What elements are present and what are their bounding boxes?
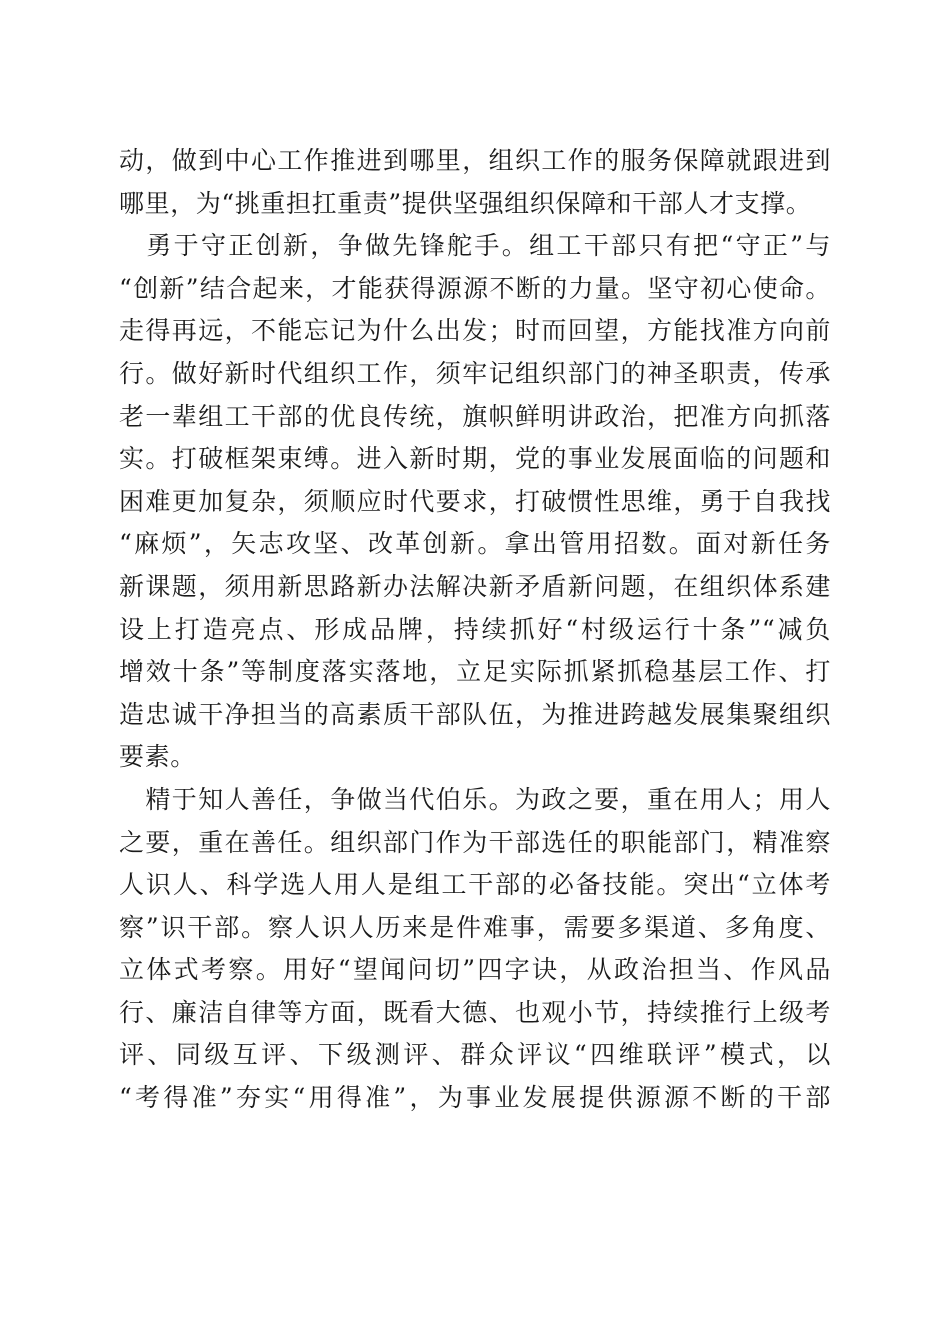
text-line: 困难更加复杂，须顺应时代要求，打破惯性思维，勇于自我找 [119, 486, 831, 516]
text-line: 评、同级互评、下级测评、群众评议“四维联评”模式，以 [119, 1040, 831, 1070]
text-line: 立体式考察。用好“望闻问切”四字诀，从政治担当、作风品 [119, 955, 831, 985]
text-line: 勇于守正创新，争做先锋舵手。组工干部只有把“守正”与 [119, 231, 831, 261]
text-line: “麻烦”，矢志攻坚、改革创新。拿出管用招数。面对新任务 [119, 529, 831, 559]
text-line: 精于知人善任，争做当代伯乐。为政之要，重在用人；用人 [119, 784, 831, 814]
text-line: 动，做到中心工作推进到哪里，组织工作的服务保障就跟进到 [119, 146, 831, 175]
text-line: 老一辈组工干部的优良传统，旗帜鲜明讲政治，把准方向抓落 [119, 401, 831, 431]
text-line: 之要，重在善任。组织部门作为干部选任的职能部门，精准察 [119, 827, 831, 857]
text-line: 要素。 [119, 742, 196, 772]
text-line: 人识人、科学选人用人是组工干部的必备技能。突出“立体考 [119, 870, 831, 900]
text-line: 新课题，须用新思路新办法解决新矛盾新问题，在组织体系建 [119, 571, 831, 601]
text-line: 行。做好新时代组织工作，须牢记组织部门的神圣职责，传承 [119, 358, 831, 388]
text-line: 行、廉洁自律等方面，既看大德、也观小节，持续推行上级考 [119, 997, 831, 1027]
text-line: 察”识干部。察人识人历来是件难事，需要多渠道、多角度、 [119, 912, 831, 942]
text-line: 走得再远，不能忘记为什么出发；时而回望，方能找准方向前 [119, 316, 831, 346]
text-line: 哪里，为“挑重担扛重责”提供坚强组织保障和干部人才支撑。 [119, 188, 812, 218]
body-text [119, 140, 831, 1120]
text-line: 实。打破框架束缚。进入新时期，党的事业发展面临的问题和 [119, 444, 831, 474]
text-line: 设上打造亮点、形成品牌，持续抓好“村级运行十条”“减负 [119, 614, 831, 644]
text-line: 造忠诚干净担当的高素质干部队伍，为推进跨越发展集聚组织 [119, 699, 831, 729]
text-line: “创新”结合起来，才能获得源源不断的力量。坚守初心使命。 [119, 273, 831, 303]
text-line: 增效十条”等制度落实落地，立足实际抓紧抓稳基层工作、打 [119, 657, 831, 687]
text-line: “考得准”夯实“用得准”，为事业发展提供源源不断的干部 [119, 1083, 831, 1113]
